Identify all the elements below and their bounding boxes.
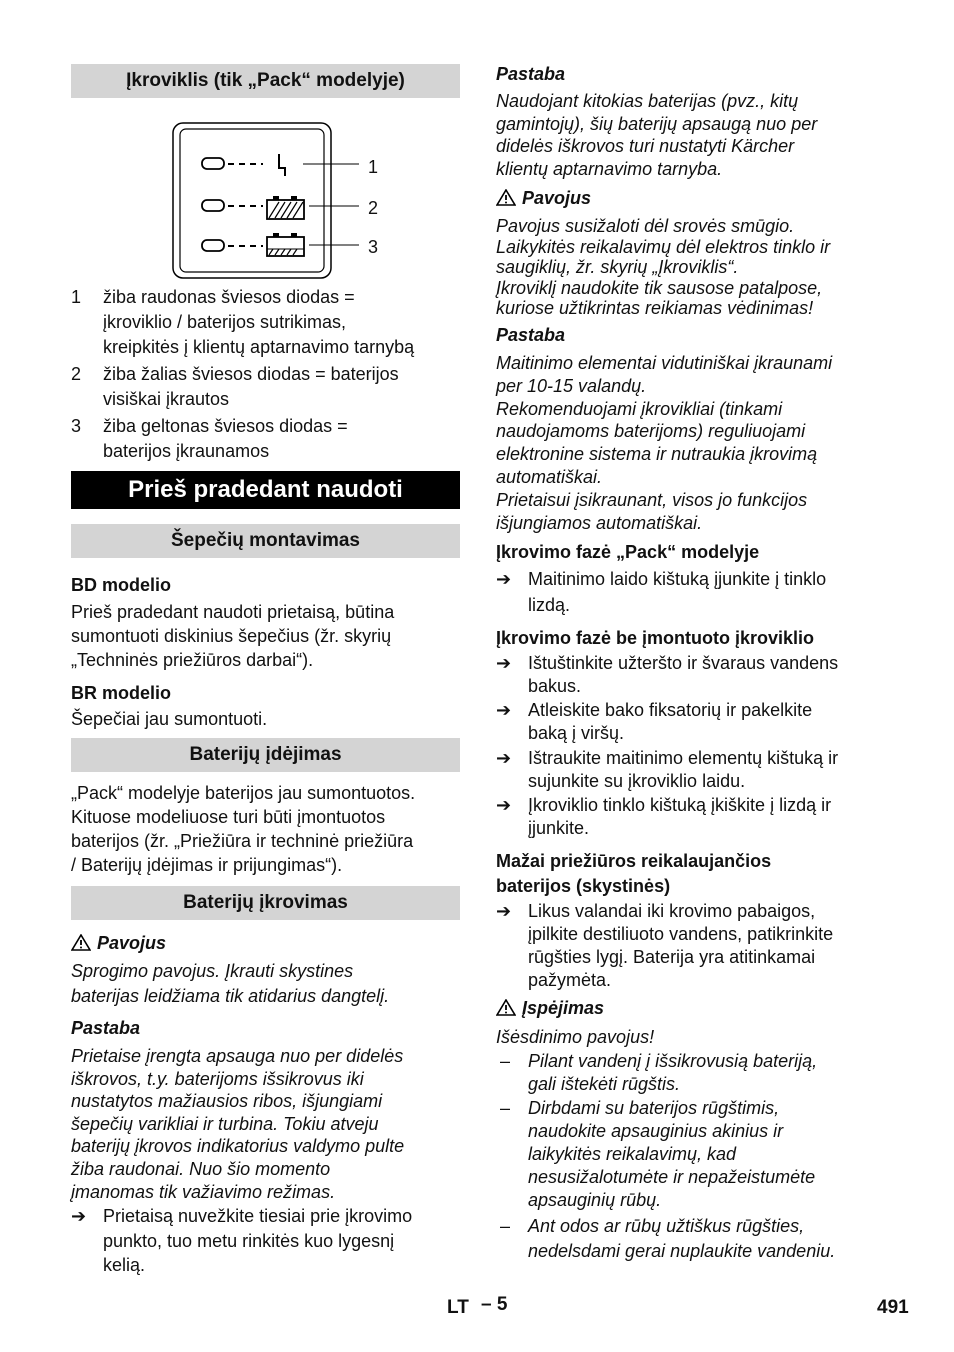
danger-label: Pavojus <box>71 931 166 955</box>
arrow-right-icon: ➔ <box>496 748 512 768</box>
note-text: Naudojant kitokias baterijas (pvz., kitų gamintojų), šių baterijų apsaugą nuo per didelės iškrovos turi nustatyti Kärcher klientų aptarnavimo tarnyba. <box>496 91 818 180</box>
note-label: Pastaba <box>496 325 566 345</box>
arrow-right-icon: ➔ <box>496 700 512 720</box>
step-item: ➔ Ištuštinkite užteršto ir švaraus vandens bakus. <box>496 653 839 696</box>
footer-page-local: – 5 <box>481 1294 508 1315</box>
list-item: – Dirbdami su baterijos rūgštimis, naudokite apsauginius akinius ir laikykitės reikalavimų, kad nesusižalotumėte ir nepažeistumėte apsauginių rūbų. <box>500 1098 816 1210</box>
bd-title: BD modelio <box>71 575 172 595</box>
arrow-right-icon: ➔ <box>496 795 512 815</box>
charger-heading: Įkroviklis (tik „Pack“ modelyje) <box>71 64 460 98</box>
legend-item: 2 žiba žalias šviesos diodas = baterijos visiškai įkrautos <box>71 364 399 409</box>
bd-text: Prieš pradedant naudoti prietaisą, būtina sumontuoti diskinius šepečius (žr. skyrių „Techninės priežiūros darbai“). <box>71 602 395 670</box>
insert-text: „Pack“ modelyje baterijos jau sumontuotos. Kituose modeliuose turi būti įmontuotos baterijos (žr. „Priežiūra ir techninė priežiūra / Baterijų įdėjimas ir prijungimas“). <box>71 783 416 875</box>
footer-lang: LT <box>447 1297 469 1318</box>
step-item: ➔ Prietaisą nuvežkite tiesiai prie įkrovimo punkto, tuo metu rinkitės kuo lygesnį kelią. <box>71 1206 413 1275</box>
noncharger-title: Įkrovimo fazė be įmontuoto įkroviklio <box>496 628 815 648</box>
arrow-right-icon: ➔ <box>71 1206 87 1226</box>
arrow-right-icon: ➔ <box>496 653 512 673</box>
led-green-icon <box>202 200 263 211</box>
step-item: ➔ Likus valandai iki krovimo pabaigos, įpilkite destiliuoto vandens, patikrinkite rūgšties lygį. Baterija yra atitinkamai pažymėta. <box>496 901 834 990</box>
led-red-icon <box>202 158 263 169</box>
danger-text: Sprogimo pavojus. Įkrauti skystines baterijas leidžiama tik atidarius dangtelį. <box>71 961 390 1006</box>
pack-phase-title: Įkrovimo fazė „Pack“ modelyje <box>496 542 760 562</box>
figure-label-2: 2 <box>368 198 379 218</box>
danger-label: Pavojus <box>496 186 591 210</box>
arrow-right-icon: ➔ <box>496 569 512 589</box>
danger-text: Pavojus susižaloti dėl srovės smūgio. Laikykitės reikalavimų dėl elektros tinklo ir saugiklių, žr. skyrių „Įkroviklis“. Įkroviklį naudokite tik sausose patalpose, kuriose užtikrintas reikiamas vėdinimas! <box>496 216 831 318</box>
br-text: Šepečiai jau sumontuoti. <box>71 709 268 729</box>
footer-page-number: 491 <box>877 1297 909 1318</box>
figure-label-1: 1 <box>368 157 379 177</box>
step-item: ➔ Maitinimo laido kištuką įjunkite į tinklo lizdą. <box>496 566 888 618</box>
warning-label: Įspėjimas <box>496 996 604 1020</box>
warning-triangle-icon <box>496 996 516 1020</box>
list-item: – Pilant vandenį į išsikrovusią bateriją, gali ištekėti rūgštis. <box>500 1051 818 1094</box>
battery-charge-heading: Baterijų įkrovimas <box>71 886 460 920</box>
lowmaint-title: Mažai priežiūros reikalaujančios baterijos (skystinės) <box>496 851 772 896</box>
note-text: Maitinimo elementai vidutiniškai įkraunami per 10-15 valandų. Rekomenduojami įkrovikliai (tinkami naudojamoms baterijoms) reguliuojami elektronine sistema ir nutraukia įkrovimą automatiškai. Prietaisui įsikraunant, visos jo funkcijos išjungiamos automatiškai. <box>496 353 833 533</box>
battery-full-icon <box>267 196 304 219</box>
charger-indicator-figure <box>167 118 397 282</box>
legend-item: 3 žiba geltonas šviesos diodas = baterijos įkraunamos <box>71 416 348 461</box>
warning-intro: Išėsdinimo pavojus! <box>496 1027 655 1047</box>
led-yellow-icon <box>202 240 263 251</box>
note-label: Pastaba <box>496 64 566 84</box>
figure-label-3: 3 <box>368 237 379 257</box>
arrow-right-icon: ➔ <box>496 901 512 921</box>
note-label: Pastaba <box>71 1018 141 1038</box>
fault-lightning-icon <box>279 154 285 176</box>
step-item: ➔ Įkroviklio tinklo kištuką įkiškite į lizdą ir įjunkite. <box>496 795 832 838</box>
battery-charging-icon <box>267 233 304 256</box>
warning-triangle-icon <box>71 931 91 955</box>
br-title: BR modelio <box>71 683 172 703</box>
note-text: Prietaise įrengta apsauga nuo per didelės iškrovos, t.y. baterijoms išsikrovus iki nustatytos mažiausios ribos, išjungiami šepečių varikliai ir turbina. Tokiu atveju baterijų įkrovos indikatorius valdymo pulte žiba raudonai. Nuo šio momento įmanomas tik važiavimo režimas. <box>71 1046 405 1202</box>
brushes-heading: Šepečių montavimas <box>71 524 460 558</box>
section-heading: Prieš pradedant naudoti <box>71 471 460 509</box>
step-item: ➔ Ištraukite maitinimo elementų kištuką ir sujunkite su įkroviklio laidu. <box>496 748 839 791</box>
legend-item: 1 žiba raudonas šviesos diodas = įkroviklio / baterijos sutrikimas, kreipkitės į klientų aptarnavimo tarnybą <box>71 287 415 357</box>
warning-triangle-icon <box>496 186 516 210</box>
step-item: ➔ Atleiskite bako fiksatorių ir pakelkite baką į viršų. <box>496 700 813 743</box>
battery-insert-heading: Baterijų įdėjimas <box>71 738 460 772</box>
list-item: – Ant odos ar rūbų užtiškus rūgšties, nedelsdami gerai nuplaukite vandeniu. <box>500 1216 836 1261</box>
